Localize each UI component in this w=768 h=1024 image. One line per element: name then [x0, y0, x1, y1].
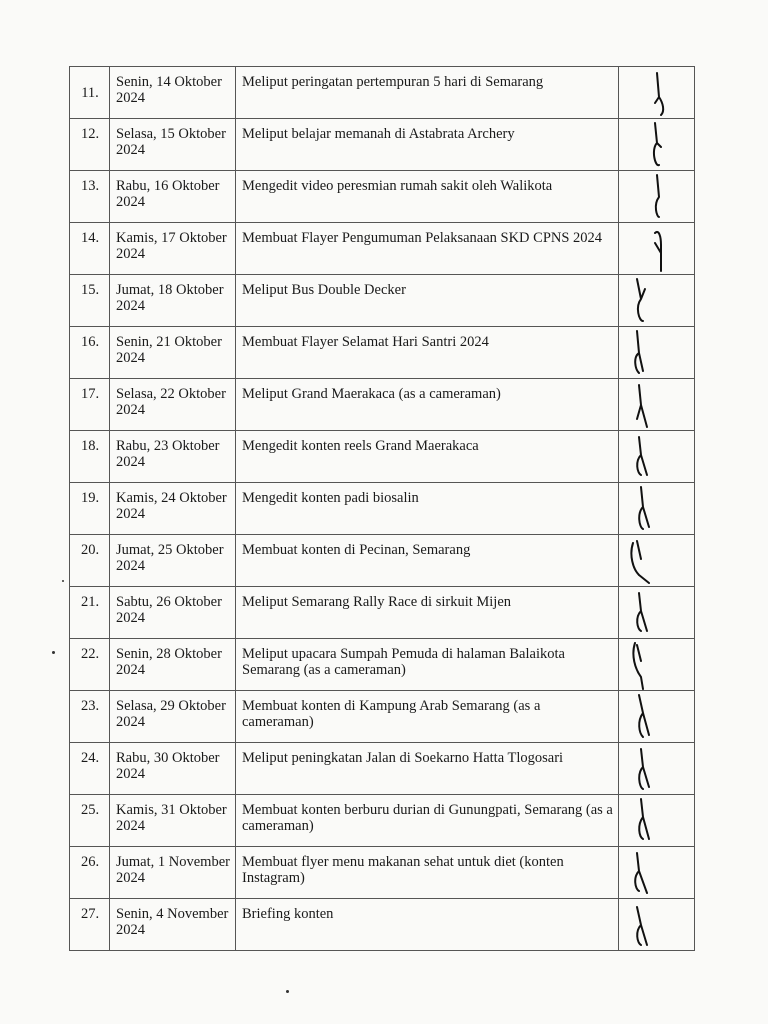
row-activity: Meliput Semarang Rally Race di sirkuit Mijen: [236, 587, 619, 639]
table-row: [70, 639, 695, 691]
signature-cell: [619, 587, 695, 639]
signature-cell: [619, 483, 695, 535]
signature-cell: [619, 379, 695, 431]
table-row: [70, 587, 695, 639]
handwritten-signature: [619, 483, 695, 535]
table-row: [70, 327, 695, 379]
handwritten-signature: [619, 223, 695, 275]
signature-cell: [619, 743, 695, 795]
table-row: [70, 899, 695, 951]
row-date: Senin, 14 Oktober 2024: [110, 67, 236, 119]
signature-cell: [619, 639, 695, 691]
handwritten-signature: [619, 327, 695, 379]
table-row: [70, 847, 695, 899]
row-date: Kamis, 17 Oktober 2024: [110, 223, 236, 275]
row-number: 18.: [70, 431, 110, 483]
row-number: 26.: [70, 847, 110, 899]
row-number: 15.: [70, 275, 110, 327]
row-activity: Meliput Bus Double Decker: [236, 275, 619, 327]
handwritten-signature: [619, 67, 695, 119]
row-activity: Meliput peningkatan Jalan di Soekarno Hatta Tlogosari: [236, 743, 619, 795]
row-date: Sabtu, 26 Oktober 2024: [110, 587, 236, 639]
activity-log-table: [69, 66, 695, 951]
scan-speck: [52, 651, 55, 654]
handwritten-signature: [619, 119, 695, 171]
row-activity: Membuat flyer menu makanan sehat untuk diet (konten Instagram): [236, 847, 619, 899]
row-activity: Mengedit konten reels Grand Maerakaca: [236, 431, 619, 483]
signature-cell: [619, 223, 695, 275]
row-date: Selasa, 22 Oktober 2024: [110, 379, 236, 431]
row-activity: Membuat konten berburu durian di Gunungpati, Semarang (as a cameraman): [236, 795, 619, 847]
row-activity: Mengedit video peresmian rumah sakit oleh Walikota: [236, 171, 619, 223]
handwritten-signature: [619, 639, 695, 691]
handwritten-signature: [619, 743, 695, 795]
signature-cell: [619, 327, 695, 379]
row-date: Kamis, 31 Oktober 2024: [110, 795, 236, 847]
signature-cell: [619, 119, 695, 171]
signature-cell: [619, 847, 695, 899]
signature-cell: [619, 275, 695, 327]
row-date: Selasa, 29 Oktober 2024: [110, 691, 236, 743]
row-activity: Meliput belajar memanah di Astabrata Archery: [236, 119, 619, 171]
table-row: [70, 431, 695, 483]
row-date: Rabu, 30 Oktober 2024: [110, 743, 236, 795]
row-number: 25.: [70, 795, 110, 847]
handwritten-signature: [619, 535, 695, 587]
signature-cell: [619, 171, 695, 223]
row-date: Rabu, 16 Oktober 2024: [110, 171, 236, 223]
row-date: Senin, 28 Oktober 2024: [110, 639, 236, 691]
handwritten-signature: [619, 431, 695, 483]
row-date: Jumat, 25 Oktober 2024: [110, 535, 236, 587]
row-activity: Membuat Flayer Pengumuman Pelaksanaan SKD CPNS 2024: [236, 223, 619, 275]
signature-cell: [619, 67, 695, 119]
handwritten-signature: [619, 379, 695, 431]
handwritten-signature: [619, 587, 695, 639]
signature-cell: [619, 899, 695, 951]
table-row: [70, 171, 695, 223]
table-row: [70, 535, 695, 587]
table-row: [70, 275, 695, 327]
row-number: 13.: [70, 171, 110, 223]
row-number: 24.: [70, 743, 110, 795]
row-number: 23.: [70, 691, 110, 743]
row-number: 12.: [70, 119, 110, 171]
row-date: Jumat, 1 November 2024: [110, 847, 236, 899]
row-activity: Membuat Flayer Selamat Hari Santri 2024: [236, 327, 619, 379]
table-row: [70, 743, 695, 795]
table-row: [70, 67, 695, 119]
table-row: [70, 379, 695, 431]
row-number: 17.: [70, 379, 110, 431]
handwritten-signature: [619, 795, 695, 847]
scan-speck: [286, 990, 289, 993]
signature-cell: [619, 691, 695, 743]
handwritten-signature: [619, 275, 695, 327]
row-activity: Meliput peringatan pertempuran 5 hari di Semarang: [236, 67, 619, 119]
handwritten-signature: [619, 171, 695, 223]
row-date: Kamis, 24 Oktober 2024: [110, 483, 236, 535]
handwritten-signature: [619, 847, 695, 899]
row-number: 20.: [70, 535, 110, 587]
signature-cell: [619, 431, 695, 483]
row-number: 14.: [70, 223, 110, 275]
scan-speck: [62, 580, 64, 582]
handwritten-signature: [619, 899, 695, 951]
table-row: [70, 795, 695, 847]
row-date: Senin, 4 November 2024: [110, 899, 236, 951]
table-row: [70, 223, 695, 275]
row-number: 22.: [70, 639, 110, 691]
row-date: Selasa, 15 Oktober 2024: [110, 119, 236, 171]
table-row: [70, 483, 695, 535]
activity-log-body: [70, 67, 695, 951]
row-number: 11.: [70, 67, 110, 119]
row-number: 19.: [70, 483, 110, 535]
row-activity: Membuat konten di Pecinan, Semarang: [236, 535, 619, 587]
row-activity: Membuat konten di Kampung Arab Semarang (as a cameraman): [236, 691, 619, 743]
signature-cell: [619, 535, 695, 587]
row-number: 16.: [70, 327, 110, 379]
signature-cell: [619, 795, 695, 847]
row-number: 21.: [70, 587, 110, 639]
row-date: Jumat, 18 Oktober 2024: [110, 275, 236, 327]
row-date: Rabu, 23 Oktober 2024: [110, 431, 236, 483]
table-row: [70, 119, 695, 171]
table-row: [70, 691, 695, 743]
row-activity: Mengedit konten padi biosalin: [236, 483, 619, 535]
handwritten-signature: [619, 691, 695, 743]
row-activity: Meliput Grand Maerakaca (as a cameraman): [236, 379, 619, 431]
row-number: 27.: [70, 899, 110, 951]
row-activity: Briefing konten: [236, 899, 619, 951]
row-activity: Meliput upacara Sumpah Pemuda di halaman Balaikota Semarang (as a cameraman): [236, 639, 619, 691]
row-date: Senin, 21 Oktober 2024: [110, 327, 236, 379]
